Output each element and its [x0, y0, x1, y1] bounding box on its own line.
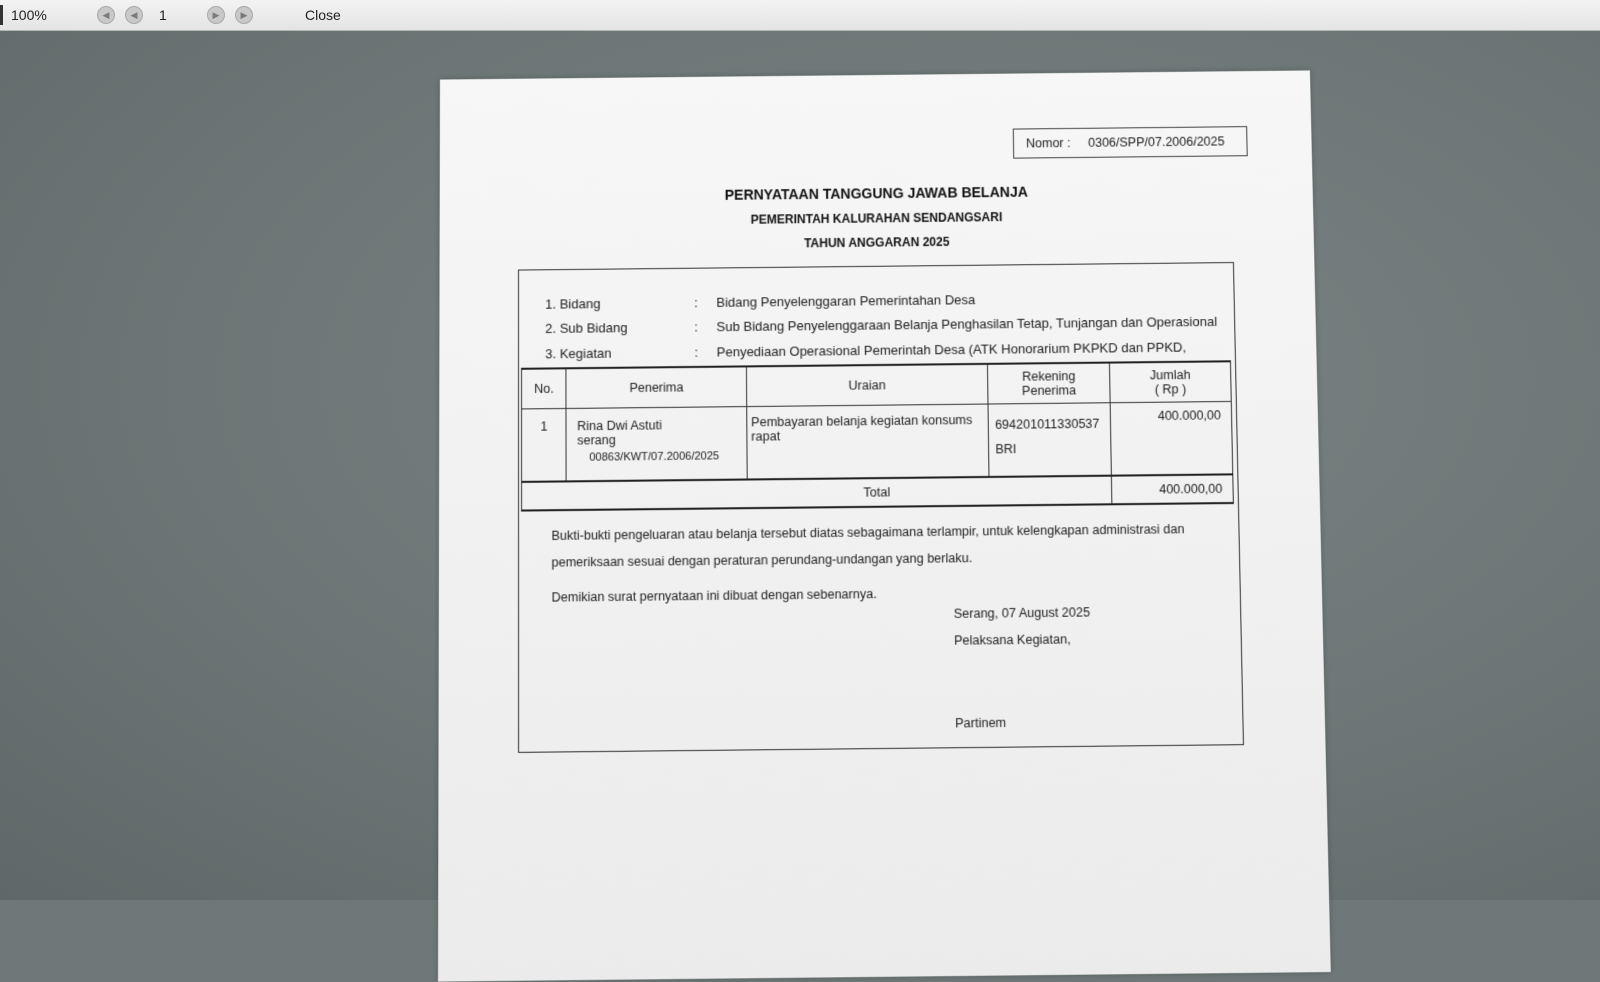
- info-colon: :: [694, 319, 698, 335]
- nomor-value: 0306/SPP/07.2006/2025: [1088, 134, 1225, 150]
- next-page-button[interactable]: ▶: [207, 6, 225, 24]
- document-subtitle: PEMERINTAH KALURAHAN SENDANGSARI: [750, 210, 1003, 227]
- last-page-button[interactable]: ▶: [235, 6, 253, 24]
- header-jumlah-line2: ( Rp ): [1154, 382, 1187, 397]
- rekening-bank: BRI: [995, 441, 1017, 457]
- info-value: Penyediaan Operasional Pemerintah Desa (ATK Honorarium PKPKD dan PPKD,: [716, 339, 1187, 360]
- signature-block: [954, 605, 1092, 730]
- header-uraian: Uraian: [746, 364, 988, 407]
- penerima-name: Rina Dwi Astuti: [577, 418, 663, 434]
- info-row-bidang: [545, 292, 975, 312]
- info-label: 3. Kegiatan: [545, 345, 612, 362]
- total-label: Total: [522, 476, 1112, 511]
- zoom-value[interactable]: 100%: [11, 7, 47, 23]
- rekening-number: 694201011330537: [994, 416, 1100, 432]
- table-row: [522, 401, 1233, 481]
- info-value: Bidang Penyelenggaran Pemerintahan Desa: [716, 292, 976, 310]
- statement-frame: [518, 262, 1244, 753]
- info-label: 2. Sub Bidang: [545, 319, 628, 337]
- signer-name: Partinem: [955, 715, 1007, 731]
- statement-paragraph-1: Bukti-bukti pengeluaran atau belanja tersebut diatas sebagaimana terlampir, untuk kelengkapan administrasi dan pemeriksaan sesuai dengan peraturan perundang-undangan yang berlaku.: [551, 521, 1185, 570]
- document-year: TAHUN ANGGARAN 2025: [804, 234, 950, 251]
- document-heading: [440, 181, 1314, 255]
- cell-penerima: [566, 407, 747, 482]
- info-colon: :: [694, 294, 698, 311]
- nomor-label: Nomor :: [1025, 135, 1071, 151]
- close-button[interactable]: Close: [305, 7, 341, 23]
- viewer-canvas: [0, 31, 1600, 900]
- document-number-box: [1013, 126, 1248, 159]
- cell-rekening: [988, 403, 1111, 477]
- document-page: [438, 70, 1331, 981]
- header-rekening-line1: Rekening: [1021, 369, 1076, 384]
- viewer-toolbar: [0, 0, 1600, 31]
- cell-no: 1: [522, 408, 567, 481]
- page-number[interactable]: 1: [159, 7, 167, 23]
- header-rekening-line2: Penerima: [1021, 383, 1077, 399]
- info-colon: :: [694, 344, 699, 360]
- total-row: [522, 474, 1234, 510]
- place-date: Serang, 07 August 2025: [953, 605, 1091, 622]
- first-page-button[interactable]: ◀: [97, 6, 115, 24]
- header-no: No.: [522, 368, 567, 409]
- info-row-sub-bidang: [545, 314, 1217, 336]
- expense-table: [521, 360, 1234, 511]
- cell-uraian: Pembayaran belanja kegiatan konsums rapat: [747, 404, 990, 479]
- cell-jumlah: 400.000,00: [1110, 401, 1233, 475]
- statement-paragraph-2: Demikian surat pernyataan ini dibuat dengan sebenarnya.: [551, 586, 877, 605]
- activity-info: [519, 263, 1235, 368]
- header-jumlah-line1: Jumlah: [1149, 367, 1191, 383]
- document-title: PERNYATAAN TANGGUNG JAWAB BELANJA: [724, 183, 1028, 203]
- header-penerima: Penerima: [566, 366, 746, 408]
- header-jumlah: [1109, 361, 1231, 402]
- zoom-level[interactable]: [0, 5, 91, 25]
- penerima-city: serang: [577, 432, 616, 448]
- total-value: 400.000,00: [1111, 474, 1233, 504]
- header-rekening: [988, 363, 1111, 404]
- statement-body: [551, 515, 1221, 604]
- penerima-ref: 00863/KWT/07.2006/2025: [589, 450, 720, 464]
- info-label: 1. Bidang: [545, 295, 601, 312]
- signer-role: Pelaksana Kegiatan,: [954, 632, 1071, 648]
- info-row-kegiatan: [545, 339, 1186, 361]
- info-value: Sub Bidang Penyelenggaraan Belanja Penghasilan Tetap, Tunjangan dan Operasional: [716, 313, 1218, 335]
- previous-page-button[interactable]: ◀: [125, 6, 143, 24]
